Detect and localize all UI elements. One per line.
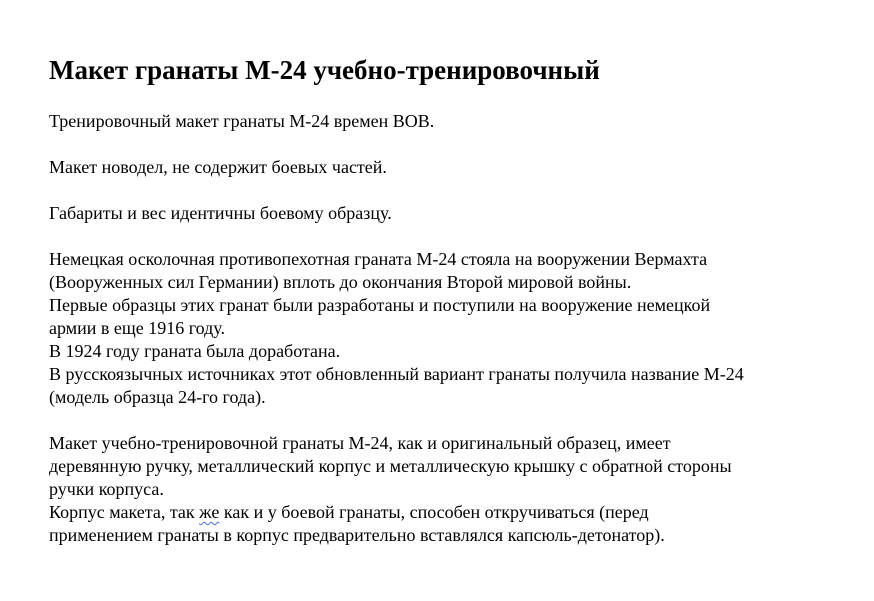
- spellcheck-flagged-word[interactable]: же: [199, 502, 220, 522]
- text-line: Немецкая осколочная противопехотная граната М-24 стояла на вооружении Вермахта: [49, 249, 708, 269]
- text-line: В русскоязычных источниках этот обновленный вариант гранаты получила название М-24: [49, 364, 744, 384]
- text-line: (модель образца 24-го года).: [49, 387, 266, 407]
- paragraph-description: [49, 432, 849, 547]
- text-line: [49, 501, 849, 524]
- paragraph-replica-note: [49, 156, 849, 179]
- text-line: (Вооруженных сил Германии) вплоть до окончания Второй мировой войны.: [49, 272, 632, 292]
- text-line: ручки корпуса.: [49, 479, 164, 499]
- text-line: армии в еще 1916 году.: [49, 318, 225, 338]
- text-line: Первые образцы этих гранат были разработаны и поступили на вооружение немецкой: [49, 295, 711, 315]
- paragraph-history: [49, 248, 849, 409]
- text-line: Габариты и вес идентичны боевому образцу.: [49, 203, 392, 223]
- text-line: деревянную ручку, металлический корпус и металлическую крышку с обратной стороны: [49, 456, 732, 476]
- text-line: В 1924 году граната была доработана.: [49, 341, 341, 361]
- text-segment: как и у боевой гранаты, способен откручиваться (перед: [219, 502, 649, 522]
- paragraph-intro: [49, 110, 849, 133]
- paragraph-dimensions: [49, 202, 849, 225]
- text-line: Макет новодел, не содержит боевых частей.: [49, 157, 387, 177]
- text-segment: Корпус макета, так: [49, 502, 200, 522]
- document-title: Макет гранаты М-24 учебно-тренировочный: [49, 55, 600, 85]
- text-line: Макет учебно-тренировочной гранаты М-24, как и оригинальный образец, имеет: [49, 433, 671, 453]
- document-body: [49, 54, 849, 570]
- text-line: Тренировочный макет гранаты М-24 времен ВОВ.: [49, 111, 435, 131]
- text-line: применением гранаты в корпус предварительно вставлялся капсюль-детонатор).: [49, 525, 665, 545]
